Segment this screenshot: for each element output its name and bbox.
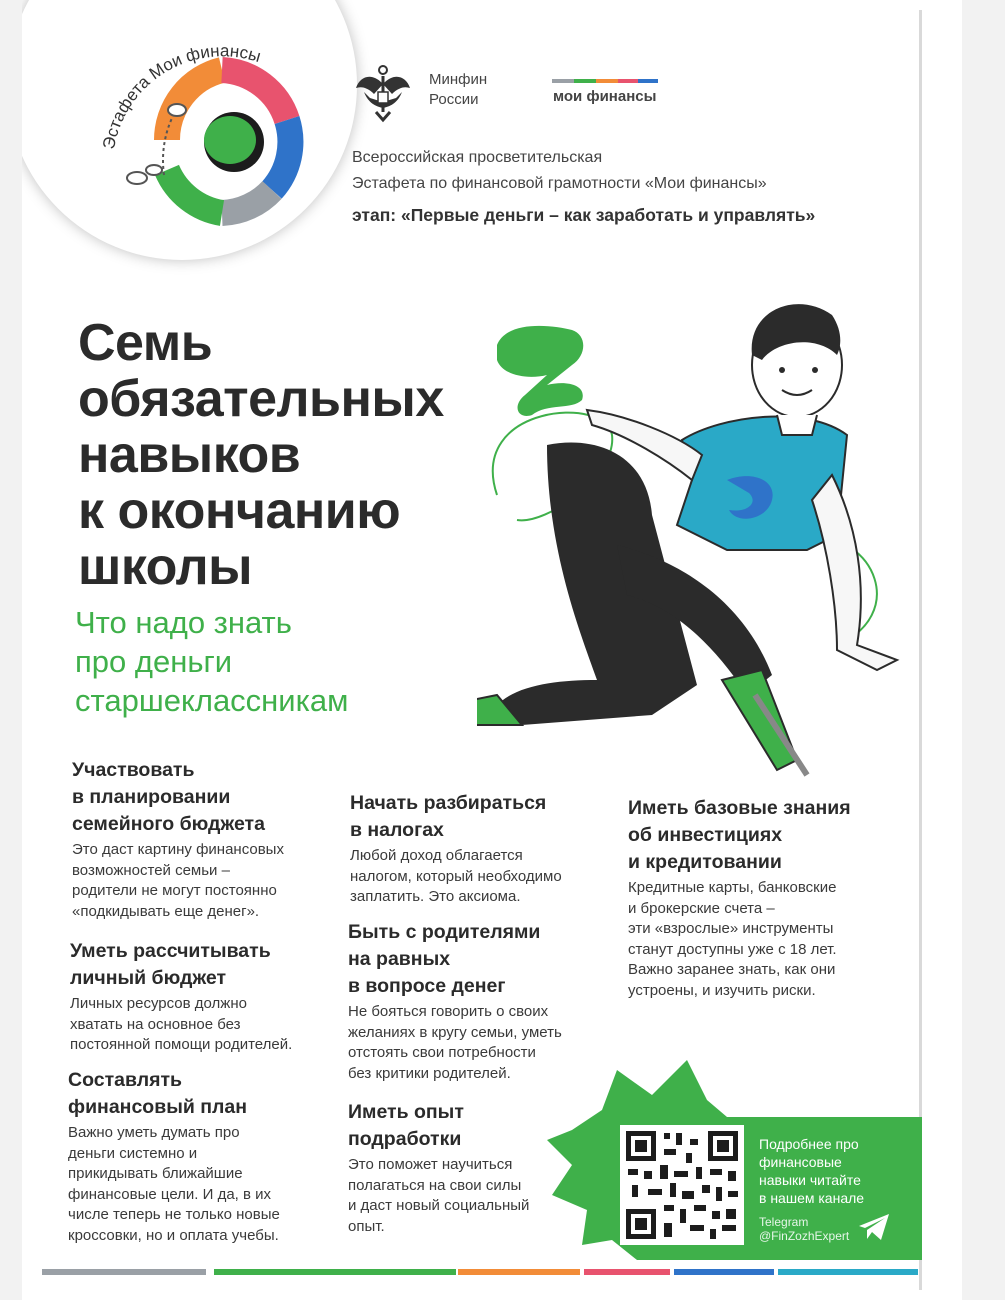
stage-line: этап: «Первые деньги – как заработать и управлять»: [352, 205, 816, 225]
telegram-channel-label[interactable]: [759, 1215, 849, 1243]
skill-body-line: «подкидывать еще денег».: [72, 902, 260, 920]
skill-body: [72, 840, 342, 922]
skill-title: [68, 1067, 348, 1121]
skill-title-line: Начать разбираться: [350, 792, 547, 814]
skill-title-line: в налогах: [350, 819, 444, 841]
skill-title-line: Быть с родителями: [348, 921, 541, 943]
skill-title-line: Составлять: [68, 1069, 183, 1091]
skill-body-line: кроссовки, но и оплата учебы.: [68, 1226, 279, 1244]
double-eagle-emblem-icon: [352, 62, 414, 124]
page-subtitle: [75, 603, 348, 720]
telegram-label-line: Telegram: [759, 1215, 809, 1229]
skill-body-line: прикидывать ближайшие: [68, 1165, 243, 1182]
skill-title-line: семейного бюджета: [72, 813, 265, 835]
skill-body: [348, 1155, 568, 1237]
skill-body-line: без критики родителей.: [348, 1064, 511, 1082]
skill-body: [350, 846, 610, 908]
skill-title: [350, 790, 610, 844]
subtitle-line: старшеклассникам: [75, 683, 349, 718]
skill-title-line: финансовый план: [68, 1096, 248, 1118]
skill-title-line: в вопросе денег: [348, 975, 506, 997]
skill-body-line: деньги системно и: [68, 1144, 198, 1162]
footer-color-bars: [42, 1269, 922, 1275]
skill-title: [348, 1099, 568, 1153]
skill-title-line: Иметь опыт: [348, 1101, 464, 1123]
skill-body-line: и даст новый социальный: [348, 1197, 530, 1214]
skill-title: [348, 919, 613, 1000]
skill-item: [68, 1067, 348, 1246]
skill-body-line: родители не могут постоянно: [72, 882, 277, 899]
skill-title-line: на равных: [348, 948, 451, 970]
skill-item: [628, 795, 908, 1001]
skill-body-line: Кредитные карты, банковские: [628, 879, 837, 896]
qr-code-icon[interactable]: [620, 1125, 744, 1245]
skill-body-line: Личных ресурсов должно: [70, 995, 247, 1012]
skill-body-line: налогом, который необходимо: [350, 867, 562, 885]
skill-title: [628, 795, 908, 876]
relay-line-1: Всероссийская просветительская: [352, 149, 603, 166]
skill-body-line: устроены, и изучить риски.: [628, 981, 816, 999]
skill-item: [72, 757, 342, 922]
relay-logo-icon: [72, 30, 332, 230]
skill-body-line: эти «взрослые» инструменты: [628, 920, 834, 937]
skill-title-line: личный бюджет: [70, 967, 227, 989]
ministry-line-1: Минфин: [429, 71, 488, 88]
skill-body: [628, 878, 908, 1001]
skill-title-line: Участвовать: [72, 759, 195, 781]
skill-body-line: Это даст картину финансовых: [72, 841, 284, 858]
poster-page: [22, 0, 962, 1300]
skill-body-line: станут доступны уже с 18 лет.: [628, 940, 837, 958]
relay-line-2: Эстафета по финансовой грамотности «Мои финансы»: [352, 175, 767, 192]
promo-text-line: Подробнее про: [759, 1136, 859, 1152]
brand-label: мои финансы: [553, 88, 657, 105]
skill-title-line: Иметь базовые знания: [628, 797, 851, 819]
title-line: Семь: [78, 314, 213, 372]
sitting-teen-illustration: [477, 285, 907, 785]
logo-arc-text: Эстафета Мои финансы: [99, 41, 264, 151]
promo-text-line: навыки читайте: [759, 1172, 861, 1188]
promo-text: [759, 1135, 899, 1207]
skill-body-line: Не бояться говорить о своих: [348, 1003, 549, 1020]
skill-body-line: Важно заранее знать, как они: [628, 961, 836, 978]
skill-title-line: в планировании: [72, 786, 231, 808]
skill-body-line: отстоять свои потребности: [348, 1044, 536, 1061]
skill-item: [350, 790, 610, 908]
skill-item: [348, 1099, 568, 1237]
skill-title-line: и кредитовании: [628, 851, 782, 873]
skill-title-line: об инвестициях: [628, 824, 783, 846]
skill-body-line: числе теперь не только новые: [68, 1206, 280, 1223]
skill-body-line: опыт.: [348, 1217, 385, 1235]
skill-body-line: полагаться на свои силы: [348, 1176, 522, 1194]
skill-title-line: Уметь рассчитывать: [70, 940, 271, 962]
skill-body-line: заплатить. Это аксиома.: [350, 888, 521, 905]
skill-body: [70, 994, 350, 1056]
skill-body-line: Любой доход облагается: [350, 847, 523, 864]
subtitle-line: про деньги: [75, 644, 233, 679]
title-line: обязательных: [78, 370, 444, 428]
page-title: [78, 315, 444, 595]
skill-body-line: и брокерские счета –: [628, 899, 775, 917]
skill-title: [70, 938, 350, 992]
title-line: навыков: [78, 426, 301, 484]
telegram-paper-plane-icon[interactable]: [857, 1212, 891, 1242]
ministry-line-2: России: [429, 91, 479, 108]
title-line: школы: [78, 538, 253, 596]
promo-text-line: финансовые: [759, 1154, 842, 1170]
skill-item: [70, 938, 350, 1056]
ministry-name: [429, 70, 487, 110]
skill-body-line: постоянной помощи родителей.: [70, 1036, 293, 1053]
skill-title-line: подработки: [348, 1128, 462, 1150]
subtitle-line: Что надо знать: [75, 605, 292, 640]
telegram-handle: @FinZozhExpert: [759, 1229, 850, 1243]
skill-title: [72, 757, 342, 838]
promo-text-line: в нашем канале: [759, 1190, 865, 1206]
skill-body-line: Это поможет научиться: [348, 1156, 513, 1173]
skill-body: [68, 1123, 348, 1246]
brand-color-bar: [552, 79, 658, 83]
skill-body-line: желаниях в кругу семьи, уметь: [348, 1023, 562, 1041]
skill-body-line: финансовые цели. И да, в их: [68, 1185, 272, 1203]
qr-code-container[interactable]: [620, 1125, 744, 1245]
skill-body-line: хватать на основное без: [70, 1015, 241, 1033]
skill-body-line: возможностей семьи –: [72, 861, 230, 879]
title-line: к окончанию: [78, 482, 401, 540]
skill-body-line: Важно уметь думать про: [68, 1124, 240, 1141]
